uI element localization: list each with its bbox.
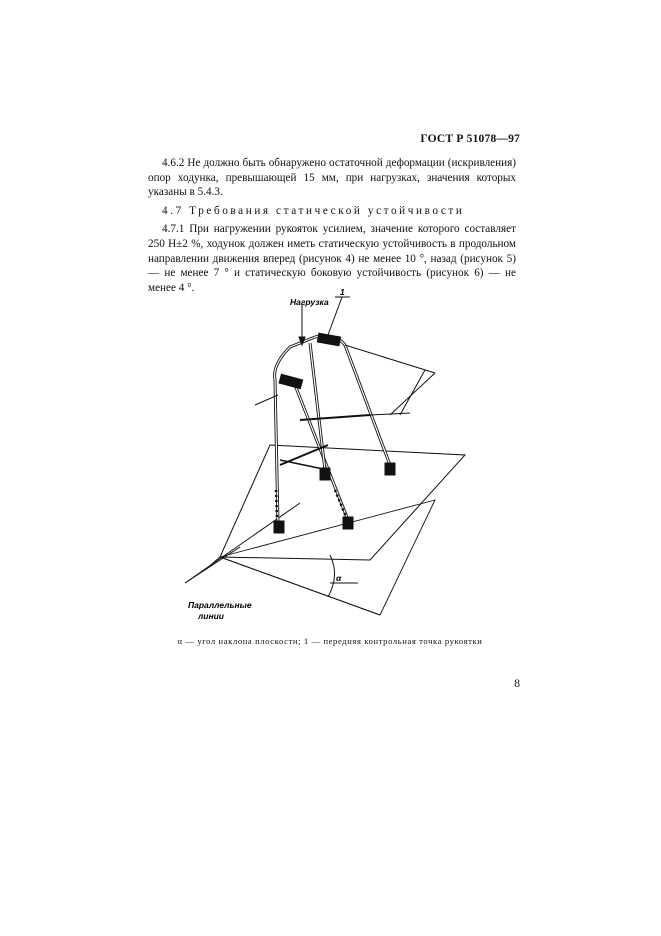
section-heading-4-7: 4.7 Требования статической устойчивости	[162, 204, 465, 217]
leader-line-1	[328, 297, 342, 335]
document-code-header: ГОСТ Р 51078—97	[420, 133, 520, 145]
label-parallel-lines-2: линии	[198, 611, 224, 621]
figure-caption: α — угол наклона плоскости; 1 — передняя контрольная точка рукоятки	[177, 636, 483, 646]
figure-walker-stability	[180, 285, 490, 630]
foot-right-front	[320, 468, 330, 480]
walker-diagram	[180, 285, 490, 630]
paragraph-4-7-1: 4.7.1 При нагружении рукояток усилием, значение которого составляет 250 Н±2 %, ходунок должен иметь статическую устойчивость в продольном направлении движения вперед (рисунок 4) не менее 10 °, назад (рисунок 5) — не менее 7 ° и статическую боковую устойчивость (рисунок 6) — не менее 4 °.	[148, 223, 516, 294]
page-number: 8	[514, 678, 520, 690]
label-load: Нагрузка	[290, 297, 329, 307]
label-alpha: α	[336, 573, 342, 583]
foot-left-front	[274, 521, 284, 533]
handle-grip-left	[279, 374, 303, 388]
dimension-line-top	[345, 345, 435, 373]
dimension-line	[400, 370, 425, 415]
label-point-1: 1	[340, 287, 345, 297]
angle-arc	[328, 555, 335, 597]
label-parallel-lines-1: Параллельные	[188, 600, 252, 610]
parallel-line-1	[185, 503, 300, 583]
body-text	[148, 156, 516, 299]
foot-left-rear	[343, 517, 353, 529]
paragraph-4-6-2: 4.6.2 Не должно быть обнаружено остаточной деформации (искривления) опор ходунка, превышающей 15 мм, при нагрузках, значения которых указаны в 5.4.3.	[148, 157, 516, 199]
foot-right-rear	[385, 463, 395, 475]
handle-grip-right	[317, 333, 340, 346]
